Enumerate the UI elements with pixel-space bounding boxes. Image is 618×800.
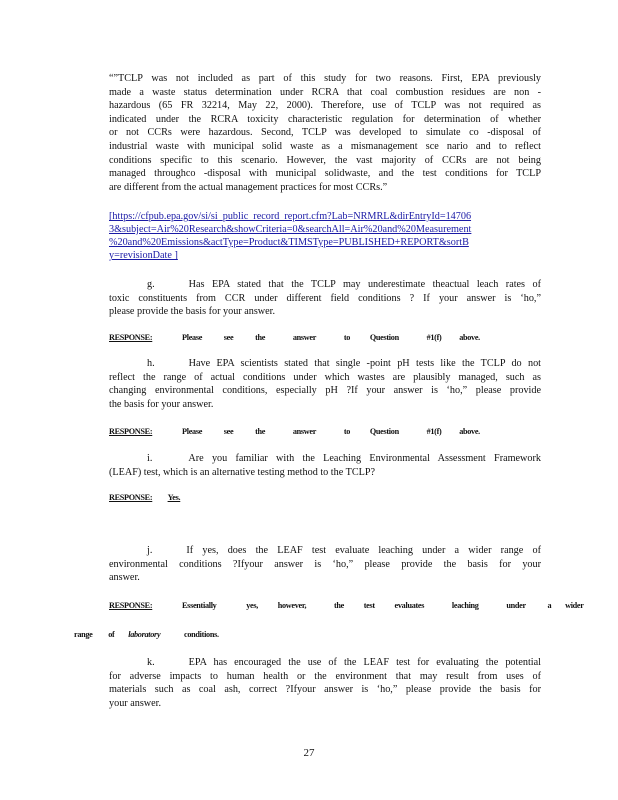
question-j [109,544,541,585]
question-letter: i. [147,453,153,464]
question-line: reflect the range of actual conditions under which wastes are plausibly managed, such as [109,371,541,383]
question-text: Has EPA stated that the TCLP may underestimate theactual leach rates of [188,279,541,290]
question-h [109,357,541,411]
link-line[interactable]: [https://cfpub.epa.gov/si/si_public_record_report.cfm?Lab=NRMRL&dirEntryId=14706 [109,211,472,222]
question-i [109,452,541,479]
question-text: Have EPA scientists stated that single -point pH tests like the TCLP do not [188,358,541,369]
question-g [109,278,541,319]
quote-line: are different from the actual management practices for most CCRs.” [109,181,388,193]
quote-line: or not CCRs were hazardous. Second, TCLP was developed to simulate co -disposal of [109,127,541,139]
response-label: RESPONSE: [109,427,153,436]
quote-line: industrial waste with municipal solid waste as a mismanagement sce nario and to reflect [109,140,541,152]
source-link[interactable] [109,210,541,262]
link-line[interactable]: %20and%20Emissions&actType=Product&TIMSType=PUBLISHED+REPORT&sortB [109,237,469,248]
page-number: 27 [303,747,315,759]
response-i [109,492,541,504]
response-text: Yes. [167,493,181,502]
response-h: RESPONSE: Please see the answer to Question #1(f) above. [109,427,480,436]
epa-quote [109,72,541,194]
question-line: for adverse impacts to human health or the environment that may result from uses of [109,670,541,682]
response-g: RESPONSE: Please see the answer to Question #1(f) above. [109,333,480,342]
question-line: your answer. [109,697,162,709]
question-letter: g. [147,279,155,290]
question-letter: j. [147,545,153,556]
question-line: changing environmental conditions, especially pH ?If your answer is ‘ho,” please provide [109,385,541,397]
link-line[interactable]: y=revisionDate ] [109,250,178,261]
response-label: RESPONSE: [109,601,153,610]
response-j-continued: range of laboratory conditions. [74,630,219,639]
question-line: materials such as coal ash, correct ?Ifyour answer is ‘ho,” please provide the basis for [109,684,541,696]
response-j: RESPONSE: Essentially yes, however, the test evaluates leaching under a wider [109,601,584,610]
question-letter: h. [147,358,155,369]
question-text: Are you familiar with the Leaching Environmental Assessment Framework [188,453,541,464]
question-text: EPA has encouraged the use of the LEAF test for evaluating the potential [188,657,541,668]
question-text: If yes, does the LEAF test evaluate leaching under a wider range of [186,545,541,556]
question-line: toxic constituents from CCR under different field conditions ? If your answer is ‘ho,” [109,292,541,304]
response-label: RESPONSE: [109,493,153,502]
quote-line: “”TCLP was not included as part of this study for two reasons. First, EPA previously [109,73,541,84]
quote-line: hazardous (65 FR 32214, May 22, 2000). Therefore, use of TCLP was not required as [109,100,541,112]
question-line: the basis for your answer. [109,398,214,410]
question-line: answer. [109,572,140,584]
question-letter: k. [147,657,155,668]
quote-line: conditions specific to this scenario. However, the vast majority of CCRs are not being [109,154,541,166]
question-line: please provide the basis for your answer. [109,306,276,318]
quote-line: managed throughco -disposal with municipal solidwaste, and the test conditions for TCLP [109,168,541,180]
question-line: environmental conditions ?Ifyour answer is ‘ho,” please provide the basis for your [109,558,541,570]
question-k [109,656,541,710]
response-label: RESPONSE: [109,333,153,342]
link-line[interactable]: 3&subject=Air%20Research&showCriteria=0&searchAll=Air%20and%20Measurement [109,224,472,235]
quote-line: indicated under the RCRA toxicity characteristic regulation for determination of whether [109,113,541,125]
question-line: (LEAF) test, which is an alternative testing method to the TCLP? [109,466,376,478]
quote-line: made a waste status determination under RCRA that coal combustion residues are non - [109,86,541,98]
